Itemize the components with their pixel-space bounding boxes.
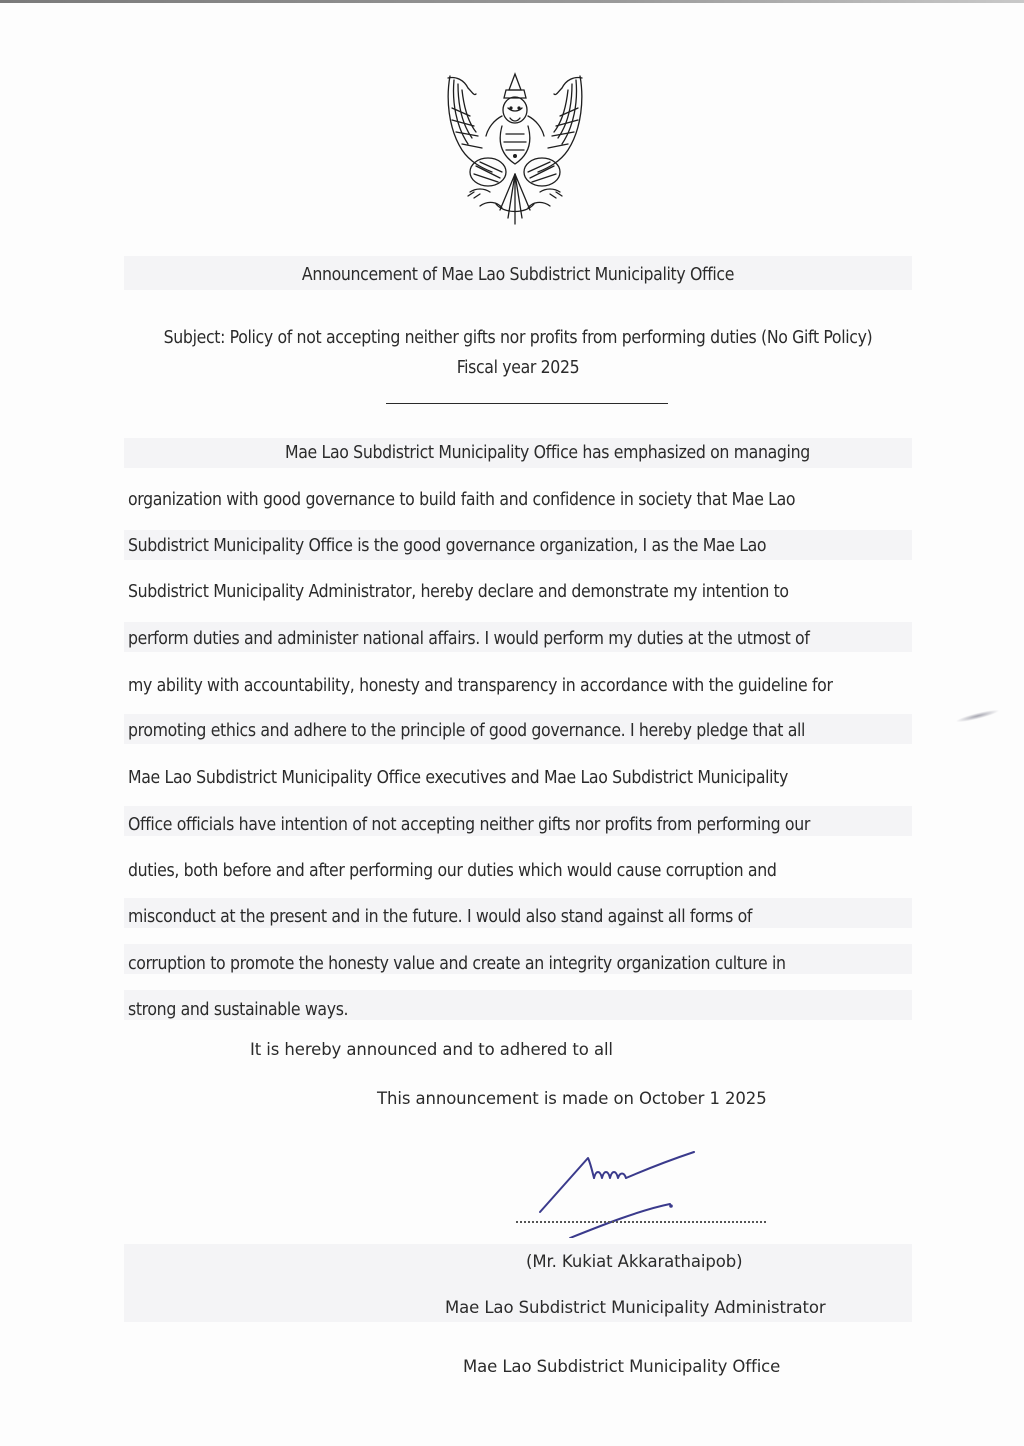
announcement-heading: Announcement of Mae Lao Subdistrict Municipality Office [301, 265, 735, 285]
signatory-office: Mae Lao Subdistrict Municipality Office [463, 1357, 781, 1376]
body-line: strong and sustainable ways. [128, 1000, 349, 1020]
body-line: perform duties and administer national affairs. I would perform my duties at the utmost of [128, 629, 810, 649]
body-line: corruption to promote the honesty value and create an integrity organization culture in [128, 954, 786, 974]
signatory-position: Mae Lao Subdistrict Municipality Administrator [445, 1298, 826, 1317]
signatory-name: (Mr. Kukiat Akkarathaipob) [526, 1252, 743, 1271]
handwritten-signature [520, 1148, 710, 1238]
scan-smudge [955, 708, 1000, 725]
body-line: promoting ethics and adhere to the principle of good governance. I hereby pledge that all [128, 721, 806, 741]
body-line: Mae Lao Subdistrict Municipality Office has emphasized on managing [285, 443, 810, 463]
body-line: organization with good governance to build faith and confidence in society that Mae Lao [128, 490, 796, 510]
body-line: Mae Lao Subdistrict Municipality Office executives and Mae Lao Subdistrict Municipality [128, 768, 788, 788]
body-line: misconduct at the present and in the future. I would also stand against all forms of [128, 907, 753, 927]
fiscal-year: Fiscal year 2025 [456, 358, 580, 378]
body-line: my ability with accountability, honesty and transparency in accordance with the guideline for [128, 676, 833, 696]
body-line: Subdistrict Municipality Administrator, hereby declare and demonstrate my intention to [128, 582, 789, 602]
body-line: Office officials have intention of not accepting neither gifts nor profits from performing our [128, 815, 810, 835]
body-line: duties, both before and after performing our duties which would cause corruption and [128, 861, 777, 881]
date-statement: This announcement is made on October 1 2025 [377, 1089, 767, 1108]
subject-line: Subject: Policy of not accepting neither gifts nor profits from performing duties (No Gift Policy) [163, 328, 873, 348]
closing-statement: It is hereby announced and to adhered to all [250, 1040, 613, 1059]
garuda-emblem-icon [440, 68, 590, 230]
heading-divider [386, 403, 668, 404]
body-line: Subdistrict Municipality Office is the good governance organization, I as the Mae Lao [128, 536, 767, 556]
signature-line [516, 1221, 766, 1223]
scan-top-edge [0, 0, 1024, 3]
